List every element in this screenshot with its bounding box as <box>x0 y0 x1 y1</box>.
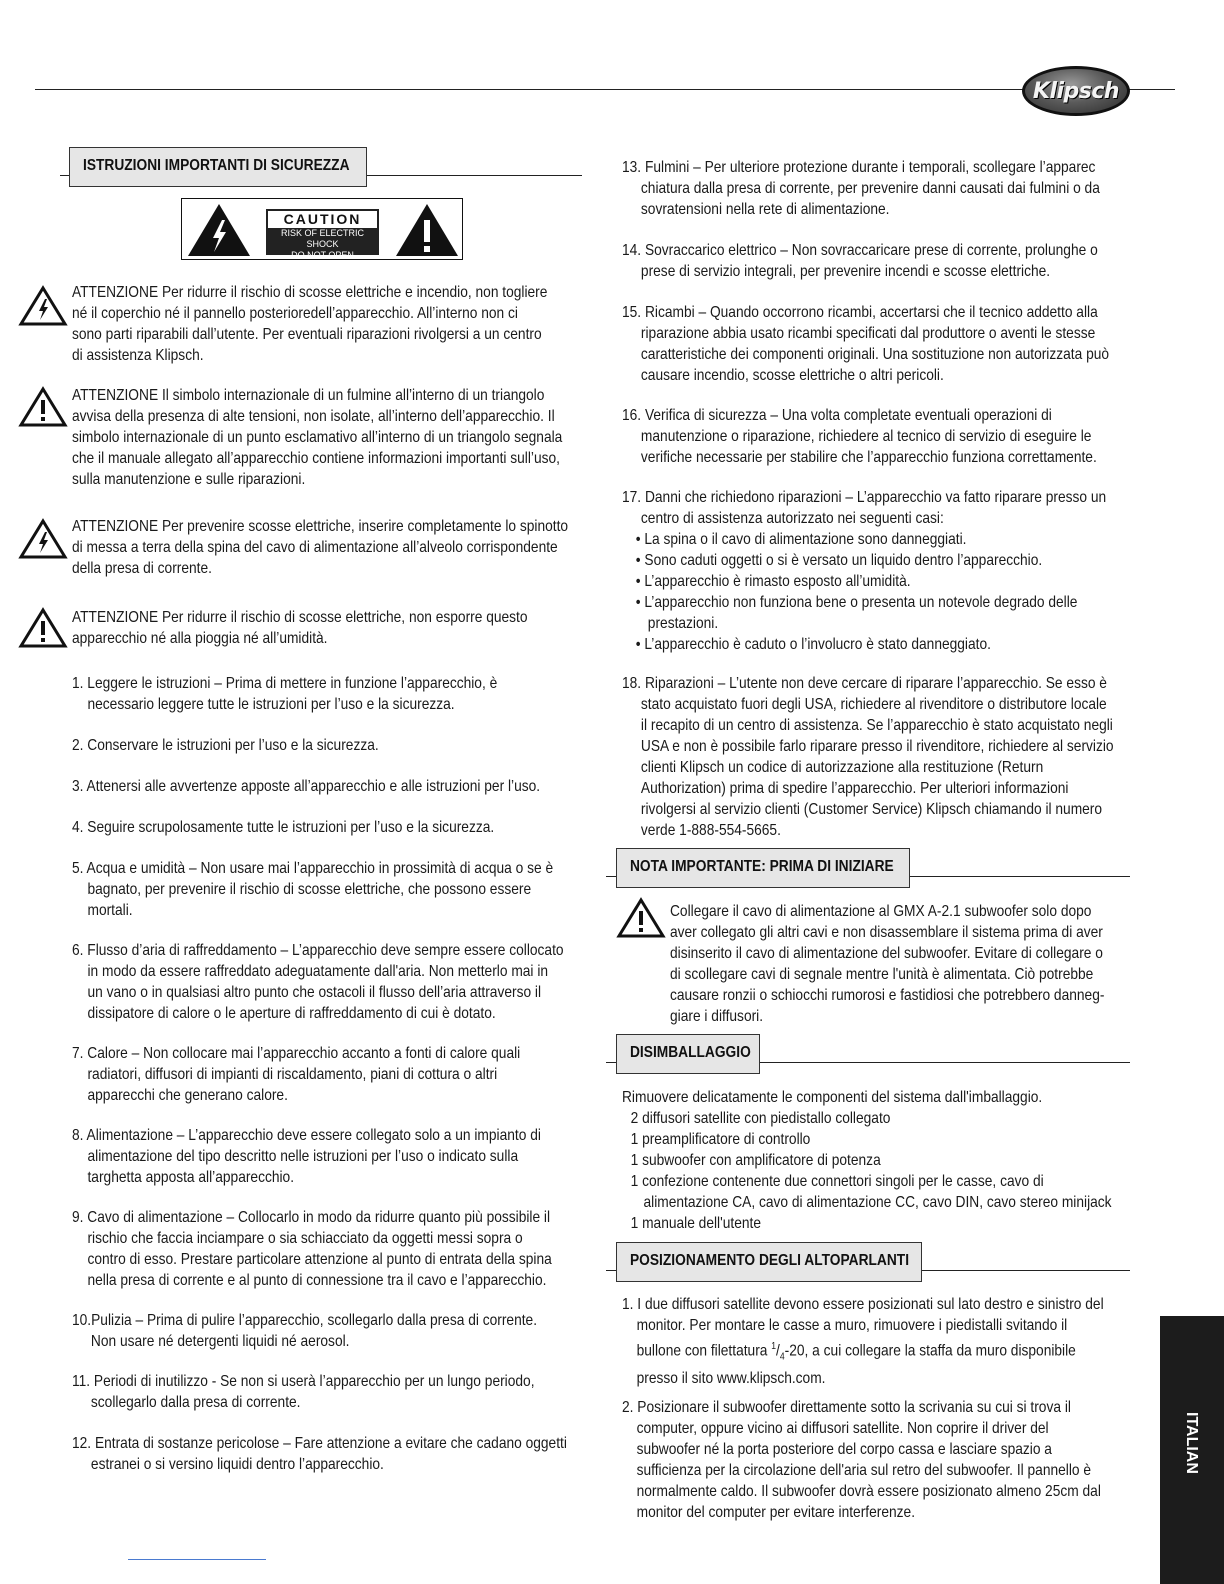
header-rule <box>35 89 1175 90</box>
safety-item-10: 10.Pulizia – Prima di pulire l’apparecchio, scollegarlo dalla presa di corrente. Non usare né detergenti liquidi né aerosol. <box>72 1312 538 1350</box>
position-item-1: 1. I due diffusori satellite devono essere posizionati sul lato destro e sinistro del monitor. Per montare le casse a muro, rimuovere i piedistalli svitando il bullone con filettatura $^1/_4-20$, a cui collegare la staffa da muro disponibile presso il sito www.klipsch.com. <box>622 1296 1104 1387</box>
exclamation-triangle-icon <box>394 202 460 258</box>
nota-text: Collegare il cavo di alimentazione al GMX A-2.1 subwoofer solo dopo aver collegato gli altri cavi e non disassemblare il sistema prima di aver disinserito il cavo di alimentazione del subwoofer. Evitare di collegare o di scollegare cavi di segnale mentre l'unità è alimentata. Ciò potrebbe causare ronzii o schiocchi rumorosi e fastidiosi che potrebbero danneg- giare i diffusori. <box>670 903 1105 1025</box>
bolt-line: bullone con filettatura $^1/_4-20$, a cui collegare la staffa da muro disponibile <box>636 1341 1076 1363</box>
language-label: ITALIAN <box>1183 1412 1200 1474</box>
safety-item-16: 16. Verifica di sicurezza – Una volta completate eventuali operazioni di manutenzione o riparazione, richiedere al tecnico di servizio di eseguire le verifiche necessarie per stabilire che l’apparecchio funziona correttamente. <box>622 407 1097 466</box>
position-item-2: 2. Posizionare il subwoofer direttamente sotto la scrivania su cui si trova il computer, oppure vicino ai diffusori satellite. Non coprire il driver del subwoofer né la porta posteriore del corpo cassa e lasciare spazio a sufficienza per la circolazione dell'aria sul retro del subwoofer. Il pannello è normalmente caldo. Il subwoofer dovrà essere posizionato almeno 25cm dal monitor del computer per evitare interferenze. <box>622 1399 1101 1521</box>
caution-panel <box>181 198 463 260</box>
exclamation-warning-icon <box>18 386 68 428</box>
safety-heading: ISTRUZIONI IMPORTANTI DI SICUREZZA <box>69 147 367 187</box>
lightning-triangle-icon <box>186 202 252 258</box>
safety-item-11: 11. Periodi di inutilizzo - Se non si userà l’apparecchio per un lungo periodo, scollegarlo dalla presa di corrente. <box>72 1373 535 1411</box>
warning-1: ATTENZIONE Per ridurre il rischio di scosse elettriche e incendio, non togliere né il coperchio né il pannello posterioredell’apparecchio. All’interno non ci sono parti riparabili dall’utente. Per eventuali riparazioni rivolgersi a un centro di assistenza Klipsch. <box>72 284 548 364</box>
caution-line-2: DO NOT OPEN <box>291 250 354 260</box>
caution-line-1: RISK OF ELECTRIC SHOCK <box>280 228 364 249</box>
exclamation-warning-icon <box>18 607 68 649</box>
safety-item-13: 13. Fulmini – Per ulteriore protezione durante i temporali, scollegare l’apparec chiatura dalla presa di corrente, per prevenire danni causati dai fulmini o da sovratensioni nella rete di alimentazione. <box>622 159 1100 218</box>
warning-2: ATTENZIONE Il simbolo internazionale di un fulmine all’interno di un triangolo avvisa della presenza di alte tensioni, non isolate, all’interno dell’apparecchio. Il simbolo internazionale di un punto esclamativo all’interno di un triangolo segnala che il manuale allegato all’apparecchio contiene informazioni importanti sull’uso, sulla manutenzione e sulle riparazioni. <box>72 387 563 488</box>
safety-item-7: 7. Calore – Non collocare mai l’apparecchio accanto a fonti di calore quali radiatori, diffusori di impianti di riscaldamento, piani di cottura o altri apparecchi che generano calore. <box>72 1045 521 1104</box>
warning-4: ATTENZIONE Per ridurre il rischio di scosse elettriche, non esporre questo apparecchio né alla pioggia né all’umidità. <box>72 609 528 647</box>
warning-3: ATTENZIONE Per prevenire scosse elettriche, inserire completamente lo spinotto di messa a terra della spina del cavo di alimentazione all’alveolo corrispondente della presa di corrente. <box>72 518 569 577</box>
safety-item-8: 8. Alimentazione – L’apparecchio deve essere collegato solo a un impianto di alimentazione del tipo descritto nelle istruzioni per l’uso o indicato sulla targhetta apposta all’apparecchio. <box>72 1127 541 1186</box>
unpack-text: Rimuovere delicatamente le componenti del sistema dall'imballaggio. 2 diffusori satellite con piedistallo collegato 1 preamplificatore di controllo 1 subwoofer con amplificatore di potenza 1 confezione contenente due connettori singoli per le casse, cavo di alimentazione CA, cavo di alimentazione CC, cavo DIN, cavo stereo minijack 1 manuale dell'utente <box>622 1089 1112 1232</box>
klipsch-logo: Klipsch <box>1022 66 1130 116</box>
safety-item-15: 15. Ricambi – Quando occorrono ricambi, accertarsi che il tecnico addetto alla riparazione abbia usato ricambi specificati dal produttore o aventi le stesse caratteristiche dei componenti originali. Una sostituzione non autorizzata può causare incendio, scosse elettriche o altri pericoli. <box>622 304 1110 384</box>
safety-item-2: 2. Conservare le istruzioni per l’uso e la sicurezza. <box>72 737 379 754</box>
safety-item-4: 4. Seguire scrupolosamente tutte le istruzioni per l’uso e la sicurezza. <box>72 819 495 836</box>
safety-item-3: 3. Attenersi alle avvertenze apposte all’apparecchio e alle istruzioni per l’uso. <box>72 778 541 795</box>
safety-item-5: 5. Acqua e umidità – Non usare mai l’apparecchio in prossimità di acqua o se è bagnato, per prevenire il rischio di scosse elettriche, che possono essere mortali. <box>72 860 554 919</box>
footer-rule <box>128 1559 266 1560</box>
position-heading: POSIZIONAMENTO DEGLI ALTOPARLANTI <box>616 1242 922 1282</box>
unpack-heading: DISIMBALLAGGIO <box>616 1034 760 1074</box>
lightning-warning-icon <box>18 285 68 327</box>
nota-heading: NOTA IMPORTANTE: PRIMA DI INIZIARE <box>616 848 910 888</box>
safety-item-1: 1. Leggere le istruzioni – Prima di mettere in funzione l’apparecchio, è necessario leggere tutte le istruzioni per l’uso e la sicurezza. <box>72 675 498 713</box>
safety-item-9: 9. Cavo di alimentazione – Collocarlo in modo da ridurre quanto più possibile il rischio che faccia inciampare o sia schiacciato da oggetti messi sopra o contro di esso. Prestare particolare attenzione al punto di entrata della spina nella presa di corrente e al punto di connessione tra il cavo e l’apparecchio. <box>72 1209 552 1289</box>
safety-item-12: 12. Entrata di sostanze pericolose – Fare attenzione a evitare che cadano oggetti estranei o si versino liquidi dentro l’apparecchio. <box>72 1435 567 1473</box>
caution-label <box>266 209 379 260</box>
safety-item-6: 6. Flusso d’aria di raffreddamento – L’apparecchio deve sempre essere collocato in modo da essere raffreddato adeguatamente dall'aria. Non metterlo mai in un vano o in qualsiasi altro punto che ostacoli il flusso dell’aria attraverso il dissipatore di calore o le aperture di raffreddamento di cui è dotato. <box>72 942 564 1022</box>
safety-item-17: 17. Danni che richiedono riparazioni – L’apparecchio va fatto riparare presso un centro di assistenza autorizzato nei seguenti casi: • La spina o il cavo di alimentazione sono danneggiati. • Sono caduti oggetti o si è versato un liquido dentro l’apparecchio. • L’apparecchio è rimasto esposto all’umidità. • L’apparecchio non funziona bene o presenta un notevole degrado delle prestazioni. • L’apparecchio è caduto o l’involucro è stato danneggiato. <box>622 489 1107 653</box>
caution-title: CAUTION <box>268 211 377 228</box>
exclamation-warning-icon <box>616 897 666 939</box>
safety-item-14: 14. Sovraccarico elettrico – Non sovraccaricare prese di corrente, prolunghe o prese di servizio integrali, per prevenire incendi e scosse elettriche. <box>622 242 1098 280</box>
safety-item-18: 18. Riparazioni – L’utente non deve cercare di riparare l’apparecchio. Se esso è stato acquistato fuori degli USA, richiedere al rivenditore o distributore locale il recapito di un centro di assistenza. Se l’apparecchio è stato acquistato negli USA e non è possibile farlo riparare presso il rivenditore, richiedere al servizio clienti Klipsch un codice di autorizzazione alla restituzione (Return Authorization) prima di spedire l’apparecchio. Per ulteriori informazioni rivolgersi al servizio clienti (Customer Service) Klipsch chiamando il numero verde 1-888-554-5665. <box>622 675 1114 839</box>
lightning-warning-icon <box>18 518 68 560</box>
